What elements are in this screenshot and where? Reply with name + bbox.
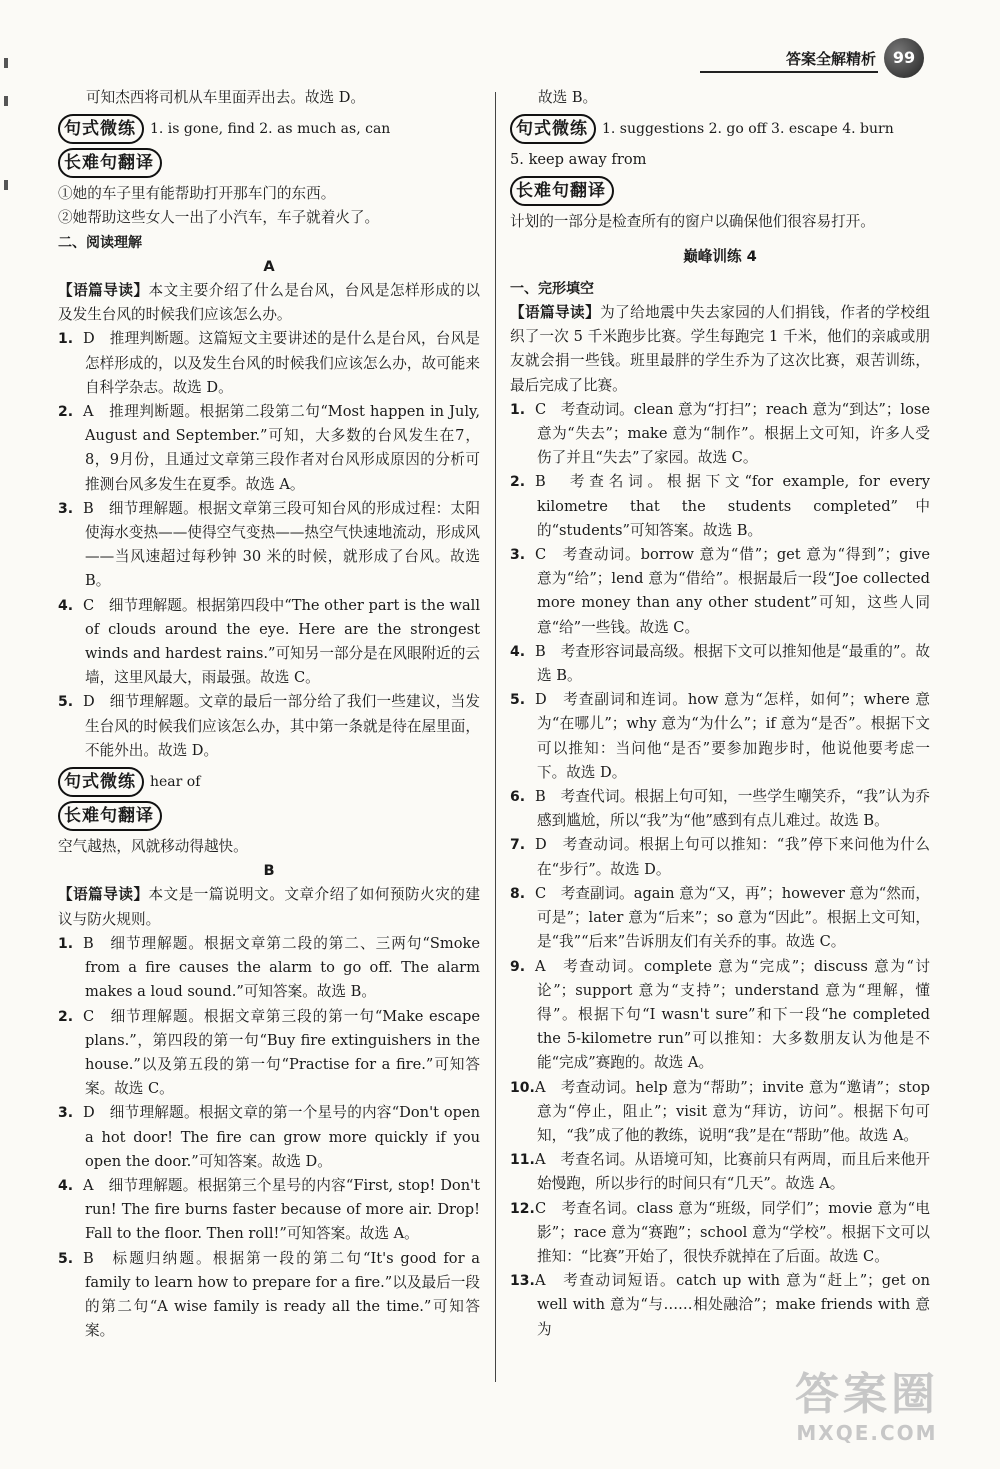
item-number: 12. (510, 1200, 535, 1217)
paragraph: 故选 B。 (538, 89, 598, 106)
scan-edge-mark (4, 96, 8, 106)
item-text: B 细节理解题。根据文章第二段的第二、三两句“Smoke from a fire causes the alarm to go off. The alarm makes a loud sound.”可知答案。故选 B。 (83, 934, 480, 1001)
answer-item (510, 688, 930, 785)
answer-item (58, 1174, 480, 1247)
practice-answers: hear of (150, 774, 201, 791)
item-text: C 考查副词。again 意为“又，再”；however 意为“然而，可是”；later 意为“后来”；so 意为“因此”。根据上文可知，是“我”“后来”告诉朋友们有关乔的事。故选 C。 (535, 884, 930, 951)
practice-badge: 句式微练 (58, 114, 144, 144)
translation-line: ①她的车子里有能帮助打开那车门的东西。 (58, 185, 336, 203)
part-heading: A (263, 257, 275, 275)
practice-answers-cont: 5. keep away from (510, 151, 647, 169)
passage-intro (58, 883, 480, 931)
item-text: A 考查名词。从语境可知，比赛前只有两周，而且后来他开始慢跑，所以步行的时间只有“几天”。故选 A。 (535, 1151, 930, 1193)
answer-item (510, 1148, 930, 1196)
item-text: D 细节理解题。文章的最后一部分给了我们一些建议，当发生台风的时候我们应该怎么办，其中第一条就是待在屋里面，不能外出。故选 D。 (83, 693, 480, 759)
item-number: 1. (58, 331, 74, 348)
item-number: 4. (58, 1177, 74, 1194)
item-number: 13. (510, 1273, 535, 1290)
right-column (510, 86, 930, 1342)
answer-item (58, 327, 480, 400)
item-text: D 考查动词。根据上句可以推知：“我”停下来问他为什么在“步行”。故选 D。 (535, 836, 930, 878)
practice-badge: 句式微练 (58, 767, 144, 797)
scan-edge-mark (4, 180, 8, 190)
item-number: 3. (58, 500, 74, 517)
translation-badge: 长难句翻译 (58, 148, 162, 178)
page-number-badge: 99 (884, 38, 924, 78)
item-number: 10. (510, 1079, 535, 1096)
item-number: 7. (510, 837, 526, 854)
practice-row (510, 114, 930, 144)
item-number: 3. (58, 1105, 74, 1122)
item-text: B 考查形容词最高级。根据下文可以推知他是“最重的”。故选 B。 (535, 642, 930, 685)
answer-item (510, 1076, 930, 1149)
left-column (58, 86, 480, 1343)
item-number: 3. (510, 547, 526, 564)
answer-item (58, 497, 480, 594)
intro-label: 【语篇导读】 (58, 282, 149, 300)
item-number: 1. (58, 935, 74, 952)
item-text: A 考查动词。help 意为“帮助”；invite 意为“邀请”；stop 意为“停止，阻止”；visit 意为“拜访，访问”。根据下句可知，“我”成了他的教练，说明“我”是在“帮助”他。故选 A。 (535, 1078, 930, 1144)
item-number: 11. (510, 1152, 535, 1169)
item-number: 5. (58, 694, 74, 711)
practice-row (58, 767, 480, 797)
part-heading: B (263, 862, 275, 880)
translation-row (510, 176, 930, 206)
answer-item (58, 932, 480, 1005)
translation-line: 计划的一部分是检查所有的窗户以确保他们很容易打开。 (510, 213, 875, 231)
item-text: D 细节理解题。根据文章的第一个星号的内容“Don't open a hot door! The fire can grow more quickly if you open the door.”可知答案。故选 D。 (83, 1104, 480, 1170)
watermark-logo (762, 1369, 972, 1455)
item-text: B 标题归纳题。根据第一段的第二句“It's good for a family to learn how to prepare for a fire.”以及最后一段的第二句“A wise family is ready all the time.”可知答案。 (83, 1249, 480, 1340)
page-header (700, 38, 940, 78)
passage-intro (510, 301, 930, 398)
item-text: A 考查动词。complete 意为“完成”；discuss 意为“讨论”；support 意为“支持”；understand 意为“理解，懂得”。根据下句“I wasn't sure”和下一段“he completed the 5-kilometre run”可以推知：大多数朋友认为他是不能“完成”赛跑的。故选 A。 (535, 957, 930, 1072)
answer-item (510, 882, 930, 955)
item-text: C 细节理解题。根据第四段中“The other part is the wall of clouds around the eye. Here are the strongest winds and hardest rains.”可知另一部分是在风眼附近的云墙，这里风最大，雨最强。故选 C。 (83, 596, 480, 687)
translation-line: 空气越热，风就移动得越快。 (58, 838, 248, 856)
item-text: C 考查动词。clean 意为“打扫”；reach 意为“到达”；lose 意为“失去”；make 意为“制作”。根据上文可知，许多人受伤了并且“失去”了家园。故选 C。 (535, 400, 930, 467)
header-rule (700, 71, 878, 73)
practice-badge: 句式微练 (510, 114, 596, 144)
item-text: C 考查名词。class 意为“班级，同学们”；movie 意为“电影”；race 意为“赛跑”；school 意为“学校”。根据下文可以推知：“比赛”开始了，很快乔就掉在了后面。故选 C。 (535, 1199, 930, 1265)
section-heading: 二、阅读理解 (58, 234, 142, 251)
answer-item (58, 1247, 480, 1344)
item-number: 4. (58, 597, 74, 614)
answer-item (58, 1101, 480, 1174)
item-number: 9. (510, 958, 526, 975)
translation-row (58, 148, 480, 178)
item-text: B 考查代词。根据上句可知，一些学生嘲笑乔，“我”认为乔感到尴尬，所以“我”为“他”感到有点儿难过。故选 B。 (535, 788, 930, 830)
intro-text: 本文主要介绍了什么是台风，台风是怎样形成的以及发生台风的时候我们应该怎么办。 (58, 282, 480, 324)
answer-item (58, 400, 480, 497)
answer-item (58, 690, 480, 763)
translation-line: ②她帮助这些女人一出了小汽车，车子就着火了。 (58, 209, 380, 227)
translation-badge: 长难句翻译 (58, 801, 162, 831)
answer-item (510, 1197, 930, 1270)
answer-item (510, 955, 930, 1076)
intro-label: 【语篇导读】 (58, 886, 149, 904)
item-number: 5. (58, 1250, 74, 1267)
column-divider (495, 92, 496, 1382)
item-number: 4. (510, 643, 526, 660)
translation-badge: 长难句翻译 (510, 176, 614, 206)
paragraph: 可知杰西将司机从车里面弄出去。故选 D。 (86, 89, 366, 106)
intro-text: 为了给地震中失去家园的人们捐钱，作者的学校组织了一次 5 千米跑步比赛。学生每跑完 1 千米，他们的亲戚或朋友就会捐一些钱。班里最胖的学生乔为了这次比赛，艰苦训练，最后完成了比赛。 (510, 304, 930, 394)
item-text: B 考查名词。根据下文“for example, for every kilometre that the students completed”中的“students”可知答案。故选 B。 (535, 473, 930, 539)
answer-item (58, 594, 480, 691)
translation-row (58, 801, 480, 831)
answer-item (510, 470, 930, 543)
answer-item (510, 640, 930, 688)
item-number: 1. (510, 401, 526, 418)
item-number: 5. (510, 692, 526, 709)
item-text: D 考查副词和连词。how 意为“怎样，如何”；where 意为“在哪儿”；why 意为“为什么”；if 意为“是否”。根据下文可以推知：当问他“是否”要参加跑步时，他说他要考虑一下。故选 D。 (535, 691, 930, 781)
item-number: 2. (510, 474, 526, 491)
answer-item (510, 833, 930, 881)
passage-intro (58, 279, 480, 327)
item-number: 6. (510, 789, 526, 806)
item-number: 8. (510, 885, 526, 902)
watermark-logo-text: 答案圈 (795, 1369, 939, 1420)
item-text: C 考查动词。borrow 意为“借”；get 意为“得到”；give 意为“给”；lend 意为“借给”。根据最后一段“Joe collected more money than any other student”可知，这些人同意“给”一些钱。故选 C。 (535, 546, 930, 636)
practice-row (58, 114, 480, 144)
item-text: A 细节理解题。根据第三个星号的内容“First, stop! Don't run! The fire burns faster because of more air. Drop! Fall to the floor. Then roll!”可知答案。故选 A。 (83, 1176, 480, 1243)
answer-item (510, 785, 930, 833)
intro-label: 【语篇导读】 (510, 304, 601, 322)
header-title: 答案全解精析 (785, 50, 876, 68)
exercise-title: 巅峰训练 4 (683, 247, 757, 265)
answer-item (510, 1269, 930, 1342)
item-text: B 细节理解题。根据文章第三段可知台风的形成过程：太阳使海水变热——使得空气变热——热空气快速地流动，形成风——当风速超过每秒钟 30 米的时候，就形成了台风。故选 B。 (83, 499, 480, 590)
item-text: A 考查动词短语。catch up with 意为“赶上”；get on well with 意为“与……相处融洽”；make friends with 意为 (535, 1272, 930, 1338)
watermark-url: MXQE.COM (796, 1421, 938, 1445)
section-heading: 一、完形填空 (510, 280, 594, 297)
practice-answers: 1. is gone, find 2. as much as, can (150, 121, 391, 138)
item-text: D 推理判断题。这篇短文主要讲述的是什么是台风，台风是怎样形成的，以及发生台风的时候我们应该怎么办，故可能来自科学杂志。故选 D。 (83, 330, 480, 396)
item-text: A 推理判断题。根据第二段第二句“Most happen in July, August and September.”可知，大多数的台风发生在7，8，9月份，且通过文章第三段作者对台风形成原因的分析可推测台风多发生在夏季。故选 A。 (83, 403, 480, 493)
scan-edge-mark (4, 58, 8, 68)
answer-item (510, 398, 930, 471)
answer-item (510, 543, 930, 640)
item-number: 2. (58, 404, 74, 421)
intro-text: 本文是一篇说明文。文章介绍了如何预防火灾的建议与防火规则。 (58, 886, 480, 928)
item-text: C 细节理解题。根据文章第三段的第一句“Make escape plans.”，第四段的第一句“Buy fire extinguishers in the house.”以及第五段的第一句“Practise for a fire.”可知答案。故选 C。 (83, 1007, 480, 1098)
practice-answers: 1. suggestions 2. go off 3. escape 4. burn (602, 121, 894, 138)
item-number: 2. (58, 1008, 74, 1025)
answer-item (58, 1005, 480, 1102)
